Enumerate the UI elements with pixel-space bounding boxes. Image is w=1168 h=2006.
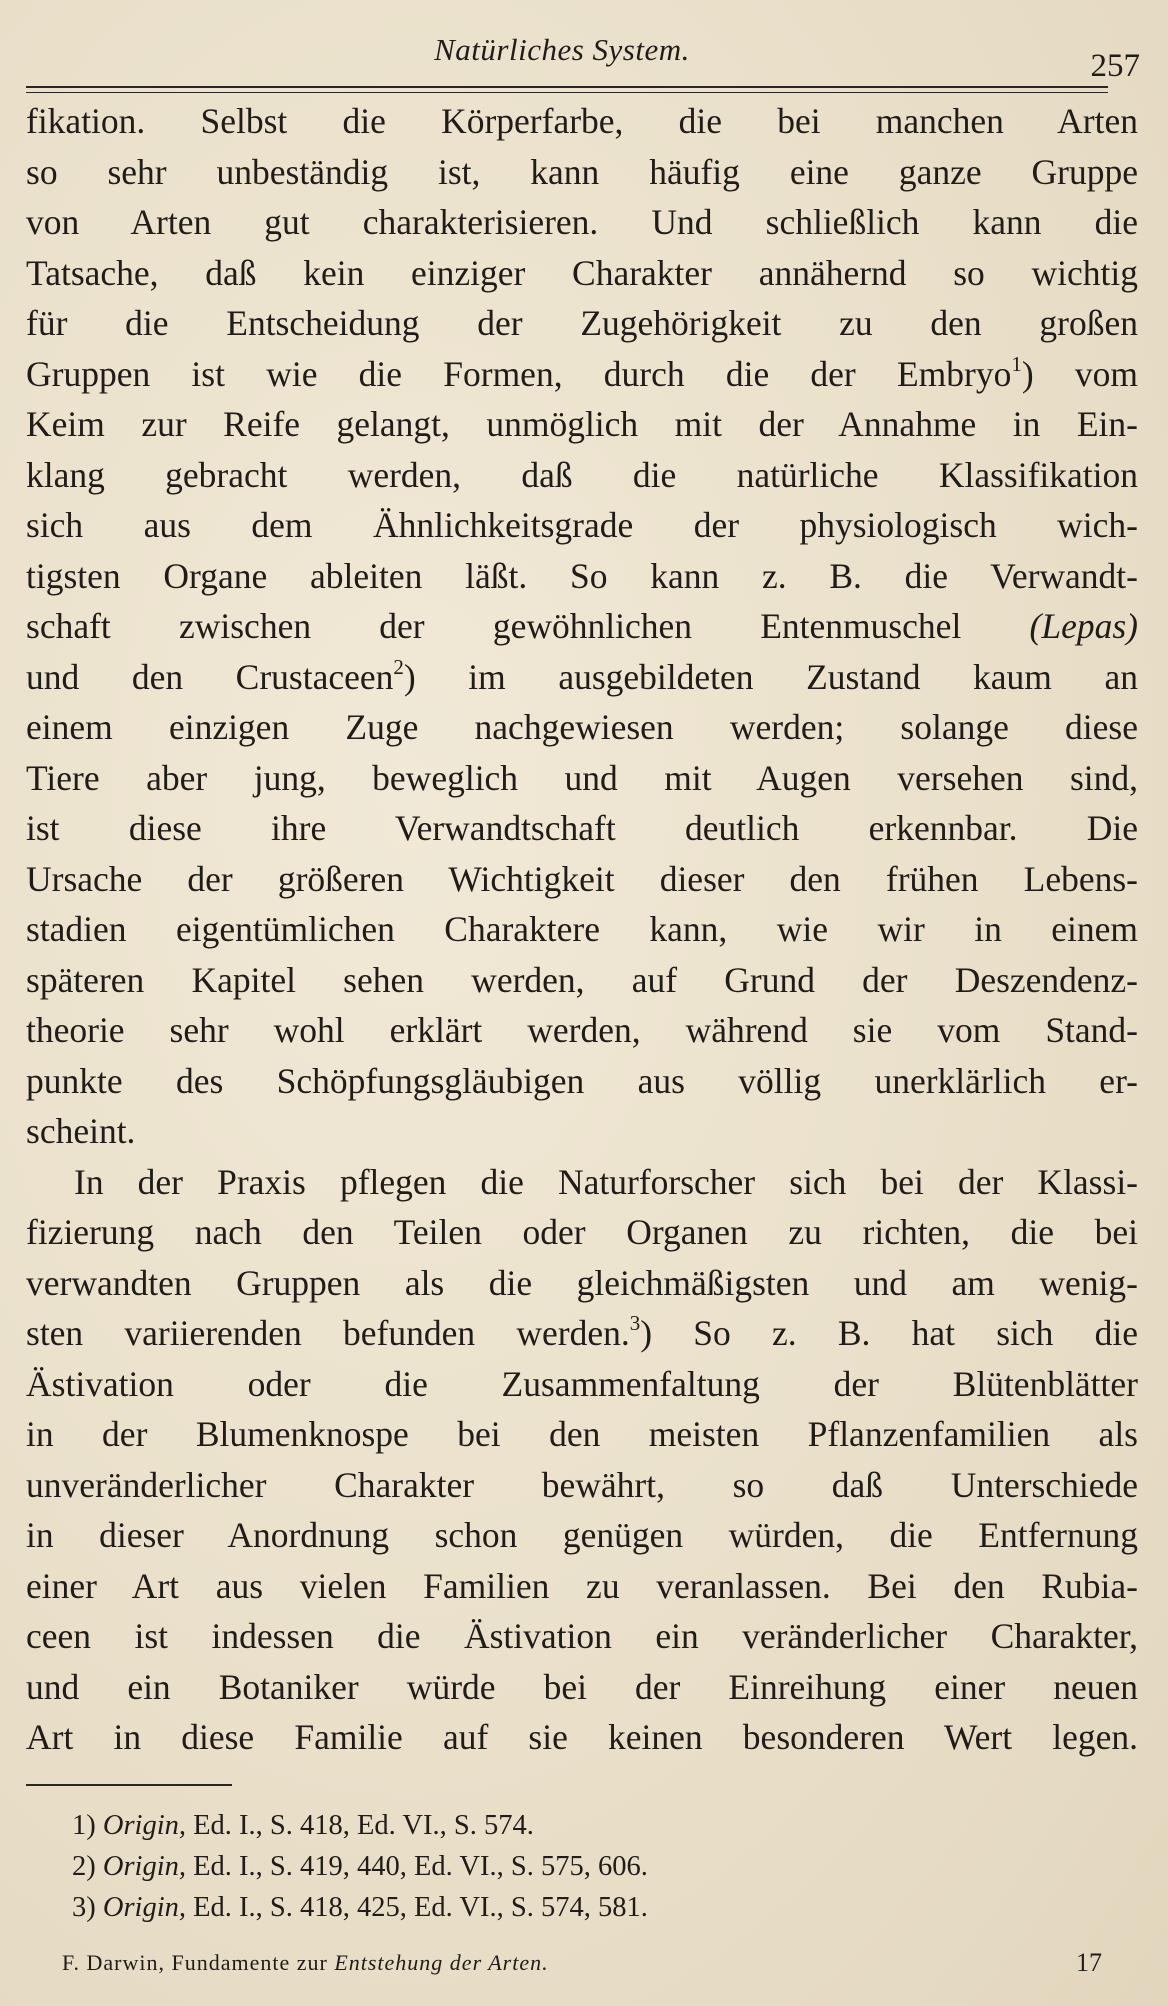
footnote-marker: 3) (72, 1892, 96, 1923)
text-line: fizierung nach den Teilen oder Organen zu richten, die bei (26, 1212, 1138, 1252)
footnote-marker: 2) (72, 1851, 96, 1882)
text-line: für die Entscheidung der Zugehörigkeit zu den großen (26, 303, 1138, 343)
text-line: Tiere aber jung, beweglich und mit Augen versehen sind, (26, 757, 1138, 798)
text-line: verwandten Gruppen als die gleichmäßigsten und am wenig- (26, 1262, 1138, 1303)
text-line (26, 601, 1138, 652)
page-number: 257 (1090, 48, 1140, 84)
header-rule (26, 92, 1108, 93)
signature-author: F. Darwin, (62, 1950, 165, 1975)
footnote-text: Ed. I., S. 419, 440, Ed. VI., S. 575, 606. (193, 1851, 648, 1882)
line-text: ) So z. B. hat sich die (640, 1313, 1138, 1353)
footnote-source: Origin, (102, 1892, 187, 1923)
line-text: und den Crustaceen (26, 656, 394, 697)
text-line: In der Praxis pflegen die Naturforscher sich bei der Klassi- (74, 1161, 1138, 1202)
italic-term: (Lepas) (1029, 606, 1138, 646)
text-line: klang gebracht werden, daß die natürliche Klassifikation (26, 454, 1138, 495)
text-line: von Arten gut charakterisieren. Und schließlich kann die (26, 202, 1138, 242)
footnote-ref: 3 (629, 1311, 641, 1335)
footnote-source: Origin, (102, 1851, 187, 1882)
text-line: stadien eigentümlichen Charaktere kann, wie wir in einem (26, 909, 1138, 949)
signature-text (62, 1950, 549, 1976)
text-line: Keim zur Reife gelangt, unmöglich mit der Annahme in Ein- (26, 404, 1138, 444)
footnote (72, 1887, 648, 1928)
text-line: unveränderlicher Charakter bewährt, so daß Unterschiede (26, 1464, 1138, 1505)
text-line: Ursache der größeren Wichtigkeit dieser den frühen Lebens- (26, 858, 1138, 899)
text-line: und ein Botaniker würde bei der Einreihung einer neuen (26, 1666, 1138, 1707)
body-text (26, 96, 1138, 1763)
text-line: tigsten Organe ableiten läßt. So kann z. B. die Verwandt- (26, 555, 1138, 596)
line-text: ) vom (1021, 353, 1138, 394)
text-line (26, 1308, 1138, 1359)
text-line: einem einzigen Zuge nachgewiesen werden; solange diese (26, 707, 1138, 747)
signature-title: Fundamente zur (171, 1950, 328, 1975)
text-line: in der Blumenknospe bei den meisten Pflanzenfamilien als (26, 1414, 1138, 1454)
text-line: Tatsache, daß kein einziger Charakter annähernd so wichtig (26, 252, 1138, 293)
line-text: Gruppen ist wie die Formen, durch die der Embryo (26, 353, 1012, 394)
text-line: sich aus dem Ähnlichkeitsgrade der physiologisch wich- (26, 505, 1138, 545)
footnote-text: Ed. I., S. 418, Ed. VI., S. 574. (193, 1810, 534, 1841)
text-line: späteren Kapitel sehen werden, auf Grund der Deszendenz- (26, 959, 1138, 1000)
text-line: einer Art aus vielen Familien zu veranlassen. Bei den Rubia- (26, 1565, 1138, 1606)
footnote-ref: 2 (393, 654, 404, 679)
line-text: sten variierenden befunden werden. (26, 1313, 630, 1353)
book-page (26, 0, 1138, 2006)
text-line: ceen ist indessen die Ästivation ein veränderlicher Charakter, (26, 1616, 1138, 1656)
text-line (26, 652, 1138, 703)
footnote-source: Origin, (102, 1810, 187, 1841)
line-text: ) im ausgebildeten Zustand kaum an (403, 656, 1138, 697)
text-line: fikation. Selbst die Körperfarbe, die bei manchen Arten (26, 101, 1138, 141)
footnotes (72, 1805, 648, 1928)
text-line: Ästivation oder die Zusammenfaltung der Blütenblätter (26, 1363, 1138, 1404)
text-line: so sehr unbeständig ist, kann häufig eine ganze Gruppe (26, 151, 1138, 192)
sheet-signature (62, 1950, 1102, 1990)
footnote-marker: 1) (72, 1810, 96, 1841)
footnote (72, 1805, 648, 1846)
text-line: punkte des Schöpfungsgläubigen aus völlig unerklärlich er- (26, 1060, 1138, 1101)
text-line: scheint. (26, 1111, 136, 1151)
text-line (26, 349, 1138, 400)
text-line: theorie sehr wohl erklärt werden, während sie vom Stand- (26, 1010, 1138, 1050)
text-line: Art in diese Familie auf sie keinen besonderen Wert legen. (26, 1717, 1138, 1757)
header-rule (26, 86, 1108, 88)
running-title: Natürliches System. (434, 32, 690, 67)
text-line: in dieser Anordnung schon genügen würden, die Entfernung (26, 1515, 1138, 1555)
running-head (26, 28, 1138, 88)
footnote-text: Ed. I., S. 418, 425, Ed. VI., S. 574, 581. (193, 1892, 648, 1923)
sheet-number: 17 (1076, 1948, 1102, 1977)
footnote (72, 1846, 648, 1887)
footnote-rule (26, 1784, 232, 1786)
line-text: schaft zwischen der gewöhnlichen Entenmuschel (26, 606, 962, 646)
footnote-ref: 1 (1011, 351, 1022, 376)
text-line: ist diese ihre Verwandtschaft deutlich erkennbar. Die (26, 808, 1138, 848)
signature-title-italic: Entstehung der Arten. (334, 1950, 549, 1975)
